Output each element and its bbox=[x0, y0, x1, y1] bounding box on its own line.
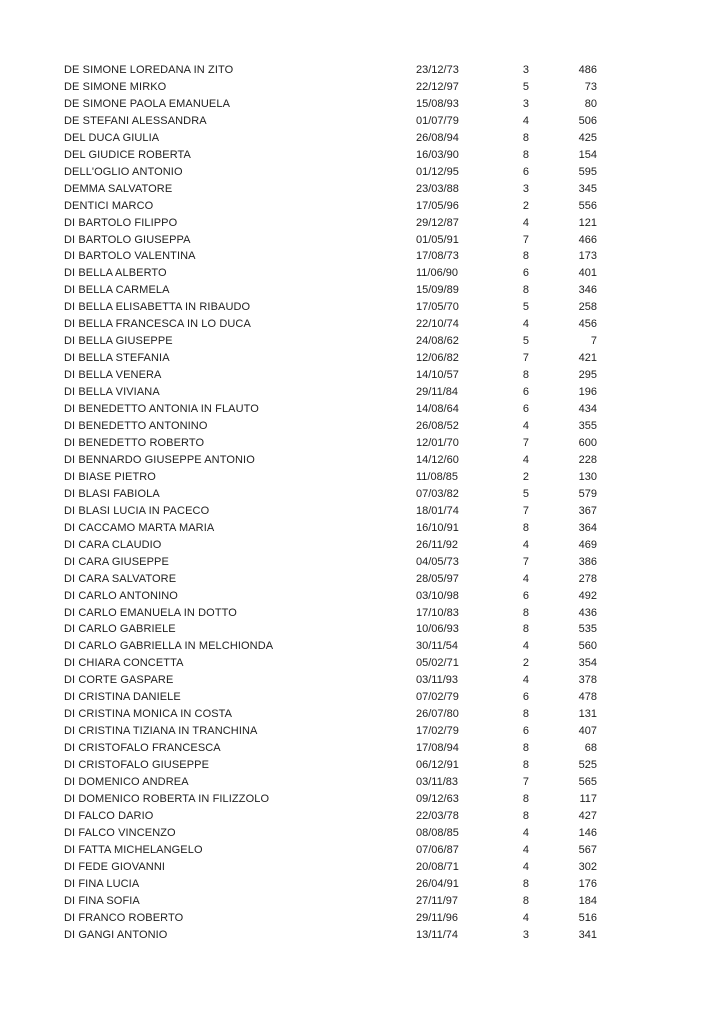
number-cell: 173 bbox=[578, 250, 597, 263]
digit-cell: 8 bbox=[522, 877, 529, 890]
digit-cell: 5 bbox=[522, 335, 529, 348]
person-name-cell: DI DOMENICO ANDREA bbox=[64, 776, 189, 789]
number-cell: 436 bbox=[578, 606, 597, 619]
table-row bbox=[0, 672, 723, 689]
table-row bbox=[0, 418, 723, 435]
table-row bbox=[0, 825, 723, 842]
birthdate-cell: 26/08/94 bbox=[416, 131, 459, 144]
number-cell: 565 bbox=[578, 776, 597, 789]
digit-cell: 4 bbox=[522, 860, 529, 873]
table-row bbox=[0, 554, 723, 571]
person-name-cell: DI FEDE GIOVANNI bbox=[64, 860, 166, 873]
digit-cell: 3 bbox=[522, 182, 529, 195]
birthdate-cell: 01/05/91 bbox=[416, 233, 459, 246]
table-row bbox=[0, 282, 723, 299]
digit-cell: 8 bbox=[522, 809, 529, 822]
number-cell: 486 bbox=[578, 64, 597, 76]
birthdate-cell: 29/12/87 bbox=[416, 216, 459, 229]
number-cell: 425 bbox=[578, 131, 597, 144]
digit-cell: 8 bbox=[522, 606, 529, 619]
person-name-cell: DE SIMONE MIRKO bbox=[64, 80, 167, 93]
number-cell: 354 bbox=[578, 657, 597, 670]
table-row bbox=[0, 910, 723, 927]
number-cell: 560 bbox=[578, 640, 597, 653]
digit-cell: 8 bbox=[522, 742, 529, 755]
table-row bbox=[0, 316, 723, 333]
person-name-cell: DELL'OGLIO ANTONIO bbox=[64, 165, 183, 178]
birthdate-cell: 17/08/94 bbox=[416, 742, 459, 755]
digit-cell: 8 bbox=[522, 708, 529, 721]
person-name-cell: DI BENNARDO GIUSEPPE ANTONIO bbox=[64, 453, 255, 466]
person-name-cell: DI FINA LUCIA bbox=[64, 877, 140, 890]
birthdate-cell: 16/03/90 bbox=[416, 148, 459, 161]
digit-cell: 3 bbox=[522, 97, 529, 110]
number-cell: 401 bbox=[578, 267, 597, 280]
person-name-cell: DI BIASE PIETRO bbox=[64, 470, 156, 483]
digit-cell: 4 bbox=[522, 640, 529, 653]
number-cell: 506 bbox=[578, 114, 597, 127]
table-row bbox=[0, 435, 723, 452]
digit-cell: 4 bbox=[522, 826, 529, 839]
birthdate-cell: 26/11/92 bbox=[416, 538, 459, 551]
table-row bbox=[0, 537, 723, 554]
person-name-cell: DI BLASI FABIOLA bbox=[64, 487, 160, 500]
person-name-cell: DI BELLA FRANCESCA IN LO DUCA bbox=[64, 318, 251, 331]
digit-cell: 2 bbox=[522, 470, 529, 483]
number-cell: 176 bbox=[578, 877, 597, 890]
table-row bbox=[0, 384, 723, 401]
digit-cell: 7 bbox=[522, 233, 529, 246]
digit-cell: 8 bbox=[522, 894, 529, 907]
digit-cell: 3 bbox=[522, 64, 529, 76]
birthdate-cell: 18/01/74 bbox=[416, 504, 459, 517]
digit-cell: 8 bbox=[522, 131, 529, 144]
number-cell: 278 bbox=[578, 572, 597, 585]
person-name-cell: DI CRISTINA TIZIANA IN TRANCHINA bbox=[64, 725, 258, 738]
person-name-cell: DI BELLA GIUSEPPE bbox=[64, 335, 173, 348]
table-row bbox=[0, 215, 723, 232]
digit-cell: 8 bbox=[522, 623, 529, 636]
number-cell: 73 bbox=[584, 80, 597, 93]
number-cell: 228 bbox=[578, 453, 597, 466]
person-name-cell: DI BELLA VENERA bbox=[64, 369, 162, 382]
number-cell: 146 bbox=[578, 826, 597, 839]
digit-cell: 6 bbox=[522, 403, 529, 416]
table-row bbox=[0, 621, 723, 638]
birthdate-cell: 09/12/63 bbox=[416, 792, 459, 805]
person-name-cell: DI BELLA CARMELA bbox=[64, 284, 170, 297]
birthdate-cell: 16/10/91 bbox=[416, 521, 459, 534]
digit-cell: 7 bbox=[522, 436, 529, 449]
number-cell: 407 bbox=[578, 725, 597, 738]
table-row bbox=[0, 655, 723, 672]
birthdate-cell: 12/01/70 bbox=[416, 436, 459, 449]
number-cell: 434 bbox=[578, 403, 597, 416]
table-row bbox=[0, 164, 723, 181]
table-row bbox=[0, 469, 723, 486]
birthdate-cell: 07/06/87 bbox=[416, 843, 459, 856]
birthdate-cell: 01/12/95 bbox=[416, 165, 459, 178]
person-name-cell: DE SIMONE LOREDANA IN ZITO bbox=[64, 64, 234, 76]
birthdate-cell: 23/03/88 bbox=[416, 182, 459, 195]
table-row bbox=[0, 774, 723, 791]
person-name-cell: DI GANGI ANTONIO bbox=[64, 928, 168, 941]
birthdate-cell: 29/11/96 bbox=[416, 911, 459, 924]
number-cell: 130 bbox=[578, 470, 597, 483]
number-cell: 378 bbox=[578, 674, 597, 687]
digit-cell: 4 bbox=[522, 674, 529, 687]
number-cell: 364 bbox=[578, 521, 597, 534]
person-name-cell: DE SIMONE PAOLA EMANUELA bbox=[64, 97, 231, 110]
person-name-cell: DE STEFANI ALESSANDRA bbox=[64, 114, 207, 127]
person-name-cell: DI BELLA VIVIANA bbox=[64, 386, 160, 399]
digit-cell: 4 bbox=[522, 114, 529, 127]
table-row bbox=[0, 859, 723, 876]
table-row bbox=[0, 367, 723, 384]
number-cell: 196 bbox=[578, 386, 597, 399]
person-name-cell: DI FRANCO ROBERTO bbox=[64, 911, 184, 924]
person-name-cell: DI CARA GIUSEPPE bbox=[64, 555, 169, 568]
birthdate-cell: 03/10/98 bbox=[416, 589, 459, 602]
number-cell: 341 bbox=[578, 928, 597, 941]
table-row bbox=[0, 927, 723, 944]
digit-cell: 4 bbox=[522, 538, 529, 551]
number-cell: 466 bbox=[578, 233, 597, 246]
person-name-cell: DI BELLA ALBERTO bbox=[64, 267, 167, 280]
birthdate-cell: 01/07/79 bbox=[416, 114, 459, 127]
birthdate-cell: 13/11/74 bbox=[416, 928, 459, 941]
birthdate-cell: 11/06/90 bbox=[416, 267, 459, 280]
table-row bbox=[0, 689, 723, 706]
number-cell: 121 bbox=[578, 216, 597, 229]
number-cell: 516 bbox=[578, 911, 597, 924]
digit-cell: 2 bbox=[522, 199, 529, 212]
person-name-cell: DI BARTOLO FILIPPO bbox=[64, 216, 178, 229]
table-row bbox=[0, 842, 723, 859]
table-row bbox=[0, 740, 723, 757]
number-cell: 595 bbox=[578, 165, 597, 178]
birthdate-cell: 29/11/84 bbox=[416, 386, 459, 399]
person-name-cell: DEL DUCA GIULIA bbox=[64, 131, 160, 144]
table-row bbox=[0, 723, 723, 740]
digit-cell: 6 bbox=[522, 386, 529, 399]
table-row bbox=[0, 113, 723, 130]
birthdate-cell: 30/11/54 bbox=[416, 640, 459, 653]
person-name-cell: DI BARTOLO GIUSEPPA bbox=[64, 233, 191, 246]
birthdate-cell: 27/11/97 bbox=[416, 894, 459, 907]
number-cell: 525 bbox=[578, 759, 597, 772]
person-name-cell: DI CORTE GASPARE bbox=[64, 674, 174, 687]
table-row bbox=[0, 181, 723, 198]
birthdate-cell: 07/02/79 bbox=[416, 691, 459, 704]
person-name-cell: DI BARTOLO VALENTINA bbox=[64, 250, 196, 263]
digit-cell: 4 bbox=[522, 453, 529, 466]
number-cell: 346 bbox=[578, 284, 597, 297]
person-name-cell: DI BENEDETTO ANTONIA IN FLAUTO bbox=[64, 403, 259, 416]
birthdate-cell: 24/08/62 bbox=[416, 335, 459, 348]
birthdate-cell: 07/03/82 bbox=[416, 487, 459, 500]
digit-cell: 8 bbox=[522, 759, 529, 772]
birthdate-cell: 17/10/83 bbox=[416, 606, 459, 619]
birthdate-cell: 22/03/78 bbox=[416, 809, 459, 822]
digit-cell: 6 bbox=[522, 165, 529, 178]
birthdate-cell: 03/11/93 bbox=[416, 674, 459, 687]
person-name-cell: DI BENEDETTO ROBERTO bbox=[64, 436, 205, 449]
number-cell: 258 bbox=[578, 301, 597, 314]
birthdate-cell: 17/02/79 bbox=[416, 725, 459, 738]
table-row bbox=[0, 350, 723, 367]
number-cell: 600 bbox=[578, 436, 597, 449]
person-name-cell: DI CARLO GABRIELLA IN MELCHIONDA bbox=[64, 640, 274, 653]
number-cell: 367 bbox=[578, 504, 597, 517]
birthdate-cell: 17/08/73 bbox=[416, 250, 459, 263]
birthdate-cell: 03/11/83 bbox=[416, 776, 459, 789]
person-name-cell: DI FINA SOFIA bbox=[64, 894, 140, 907]
person-name-cell: DI CARLO ANTONINO bbox=[64, 589, 178, 602]
digit-cell: 7 bbox=[522, 776, 529, 789]
table-row bbox=[0, 588, 723, 605]
table-row bbox=[0, 638, 723, 655]
digit-cell: 2 bbox=[522, 657, 529, 670]
number-cell: 154 bbox=[578, 148, 597, 161]
number-cell: 302 bbox=[578, 860, 597, 873]
birthdate-cell: 14/12/60 bbox=[416, 453, 459, 466]
table-row bbox=[0, 198, 723, 215]
number-cell: 80 bbox=[584, 97, 597, 110]
birthdate-cell: 20/08/71 bbox=[416, 860, 459, 873]
roster-table bbox=[0, 62, 723, 944]
person-name-cell: DENTICI MARCO bbox=[64, 199, 154, 212]
digit-cell: 4 bbox=[522, 420, 529, 433]
number-cell: 386 bbox=[578, 555, 597, 568]
birthdate-cell: 14/08/64 bbox=[416, 403, 459, 416]
table-row bbox=[0, 605, 723, 622]
person-name-cell: DI DOMENICO ROBERTA IN FILIZZOLO bbox=[64, 792, 270, 805]
digit-cell: 6 bbox=[522, 691, 529, 704]
table-row bbox=[0, 452, 723, 469]
digit-cell: 8 bbox=[522, 792, 529, 805]
birthdate-cell: 26/04/91 bbox=[416, 877, 459, 890]
table-row bbox=[0, 62, 723, 79]
table-row bbox=[0, 333, 723, 350]
table-row bbox=[0, 503, 723, 520]
number-cell: 184 bbox=[578, 894, 597, 907]
birthdate-cell: 12/06/82 bbox=[416, 352, 459, 365]
digit-cell: 4 bbox=[522, 843, 529, 856]
birthdate-cell: 15/08/93 bbox=[416, 97, 459, 110]
digit-cell: 8 bbox=[522, 521, 529, 534]
digit-cell: 5 bbox=[522, 487, 529, 500]
digit-cell: 8 bbox=[522, 148, 529, 161]
birthdate-cell: 04/05/73 bbox=[416, 555, 459, 568]
table-row bbox=[0, 706, 723, 723]
birthdate-cell: 11/08/85 bbox=[416, 470, 459, 483]
person-name-cell: DEMMA SALVATORE bbox=[64, 182, 173, 195]
number-cell: 355 bbox=[578, 420, 597, 433]
digit-cell: 5 bbox=[522, 80, 529, 93]
digit-cell: 5 bbox=[522, 301, 529, 314]
digit-cell: 4 bbox=[522, 572, 529, 585]
digit-cell: 7 bbox=[522, 555, 529, 568]
table-row bbox=[0, 757, 723, 774]
birthdate-cell: 17/05/70 bbox=[416, 301, 459, 314]
person-name-cell: DI CRISTOFALO GIUSEPPE bbox=[64, 759, 210, 772]
person-name-cell: DI CRISTOFALO FRANCESCA bbox=[64, 742, 221, 755]
digit-cell: 4 bbox=[522, 216, 529, 229]
birthdate-cell: 08/08/85 bbox=[416, 826, 459, 839]
number-cell: 492 bbox=[578, 589, 597, 602]
number-cell: 567 bbox=[578, 843, 597, 856]
person-name-cell: DI CARA SALVATORE bbox=[64, 572, 177, 585]
birthdate-cell: 10/06/93 bbox=[416, 623, 459, 636]
number-cell: 556 bbox=[578, 199, 597, 212]
birthdate-cell: 14/10/57 bbox=[416, 369, 459, 382]
person-name-cell: DI FATTA MICHELANGELO bbox=[64, 843, 203, 856]
person-name-cell: DI BELLA ELISABETTA IN RIBAUDO bbox=[64, 301, 251, 314]
birthdate-cell: 05/02/71 bbox=[416, 657, 459, 670]
number-cell: 579 bbox=[578, 487, 597, 500]
number-cell: 469 bbox=[578, 538, 597, 551]
birthdate-cell: 22/12/97 bbox=[416, 80, 459, 93]
table-row bbox=[0, 893, 723, 910]
table-row bbox=[0, 571, 723, 588]
table-row bbox=[0, 96, 723, 113]
person-name-cell: DI CRISTINA MONICA IN COSTA bbox=[64, 708, 233, 721]
person-name-cell: DI CARLO EMANUELA IN DOTTO bbox=[64, 606, 237, 619]
table-row bbox=[0, 401, 723, 418]
table-row bbox=[0, 130, 723, 147]
birthdate-cell: 26/08/52 bbox=[416, 420, 459, 433]
digit-cell: 6 bbox=[522, 589, 529, 602]
number-cell: 7 bbox=[590, 335, 597, 348]
person-name-cell: DI BENEDETTO ANTONINO bbox=[64, 420, 208, 433]
digit-cell: 8 bbox=[522, 369, 529, 382]
digit-cell: 8 bbox=[522, 250, 529, 263]
digit-cell: 6 bbox=[522, 725, 529, 738]
number-cell: 427 bbox=[578, 809, 597, 822]
birthdate-cell: 26/07/80 bbox=[416, 708, 459, 721]
table-row bbox=[0, 79, 723, 96]
table-row bbox=[0, 248, 723, 265]
digit-cell: 4 bbox=[522, 318, 529, 331]
birthdate-cell: 15/09/89 bbox=[416, 284, 459, 297]
table-row bbox=[0, 299, 723, 316]
person-name-cell: DI CACCAMO MARTA MARIA bbox=[64, 521, 215, 534]
table-row bbox=[0, 808, 723, 825]
person-name-cell: DI BLASI LUCIA IN PACECO bbox=[64, 504, 210, 517]
number-cell: 131 bbox=[578, 708, 597, 721]
number-cell: 456 bbox=[578, 318, 597, 331]
number-cell: 117 bbox=[579, 792, 597, 805]
digit-cell: 8 bbox=[522, 284, 529, 297]
person-name-cell: DI FALCO DARIO bbox=[64, 809, 154, 822]
person-name-cell: DI CARLO GABRIELE bbox=[64, 623, 176, 636]
digit-cell: 4 bbox=[522, 911, 529, 924]
number-cell: 295 bbox=[578, 369, 597, 382]
digit-cell: 3 bbox=[522, 928, 529, 941]
digit-cell: 7 bbox=[522, 352, 529, 365]
birthdate-cell: 28/05/97 bbox=[416, 572, 459, 585]
person-name-cell: DEL GIUDICE ROBERTA bbox=[64, 148, 191, 161]
table-row bbox=[0, 486, 723, 503]
person-name-cell: DI CRISTINA DANIELE bbox=[64, 691, 181, 704]
table-row bbox=[0, 520, 723, 537]
birthdate-cell: 23/12/73 bbox=[416, 64, 459, 76]
table-row bbox=[0, 232, 723, 249]
birthdate-cell: 17/05/96 bbox=[416, 199, 459, 212]
table-row bbox=[0, 876, 723, 893]
number-cell: 421 bbox=[578, 352, 597, 365]
number-cell: 478 bbox=[578, 691, 597, 704]
person-name-cell: DI BELLA STEFANIA bbox=[64, 352, 170, 365]
digit-cell: 6 bbox=[522, 267, 529, 280]
table-row bbox=[0, 791, 723, 808]
person-name-cell: DI FALCO VINCENZO bbox=[64, 826, 176, 839]
table-row bbox=[0, 265, 723, 282]
person-name-cell: DI CARA CLAUDIO bbox=[64, 538, 162, 551]
person-name-cell: DI CHIARA CONCETTA bbox=[64, 657, 184, 670]
number-cell: 68 bbox=[584, 742, 597, 755]
number-cell: 535 bbox=[578, 623, 597, 636]
birthdate-cell: 22/10/74 bbox=[416, 318, 459, 331]
number-cell: 345 bbox=[578, 182, 597, 195]
birthdate-cell: 06/12/91 bbox=[416, 759, 459, 772]
table-row bbox=[0, 147, 723, 164]
digit-cell: 7 bbox=[522, 504, 529, 517]
